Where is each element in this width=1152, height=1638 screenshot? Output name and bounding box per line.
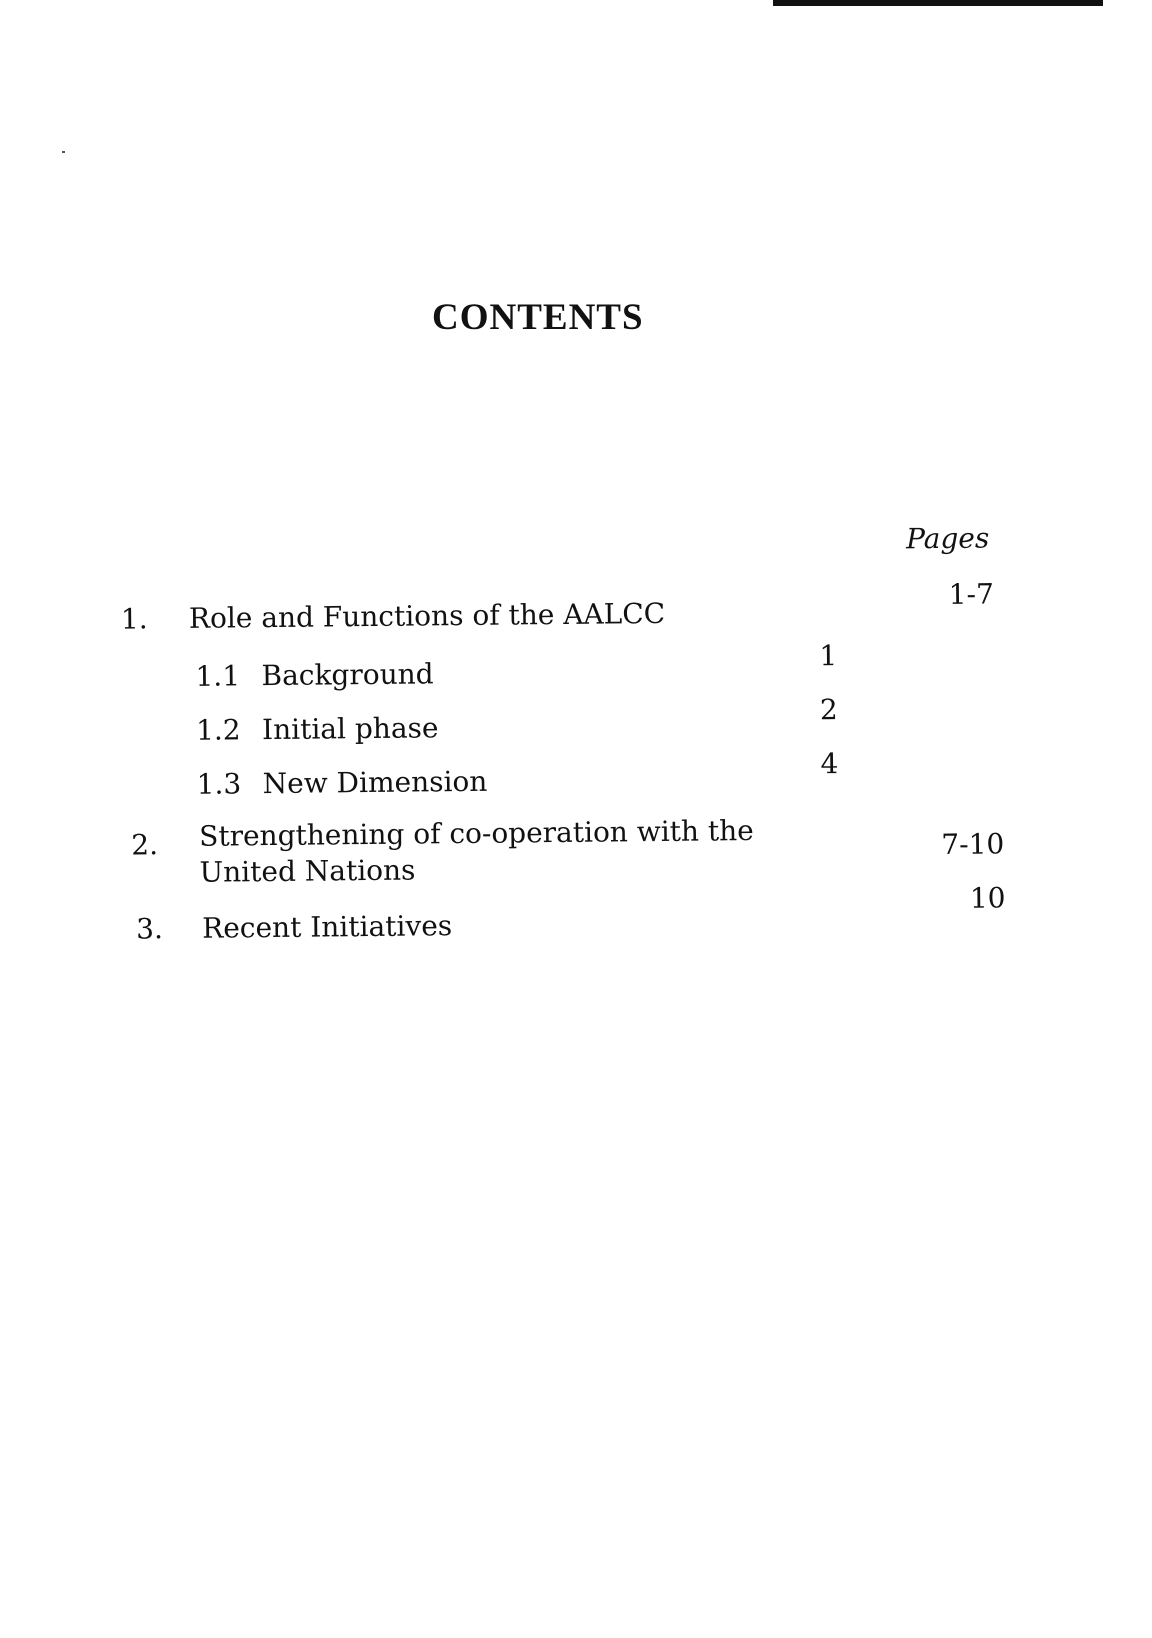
entry-2-number: 2. [131,828,159,862]
subsection-1-1-number: 1.1 [195,659,241,693]
subsection-1-3-number: 1.3 [196,767,242,801]
subsection-1-3-title: New Dimension [262,764,488,801]
entry-3-pages: 10 [969,881,1006,915]
entry-2-pages: 7-10 [941,827,1005,862]
subsection-1-1-page: 1 [819,639,838,673]
subsection-1-2-page: 2 [819,693,838,727]
entry-2-title-line-1: Strengthening of co-operation with the [199,813,754,853]
entry-2-title-line-2: United Nations [199,853,416,889]
entry-1-pages: 1-7 [948,577,994,611]
entry-1-number: 1. [120,602,148,636]
subsection-1-3-page: 4 [820,747,839,781]
subsection-1-2-number: 1.2 [195,713,241,747]
entry-3-title: Recent Initiatives [201,909,453,945]
page-title: CONTENTS [432,297,644,338]
pages-column-label: Pages [905,521,990,556]
subsection-1-1-title: Background [261,657,434,693]
entry-1-title: Role and Functions of the AALCC [188,596,666,635]
subsection-1-2-title: Initial phase [261,711,439,747]
entry-3-number: 3. [135,912,164,946]
